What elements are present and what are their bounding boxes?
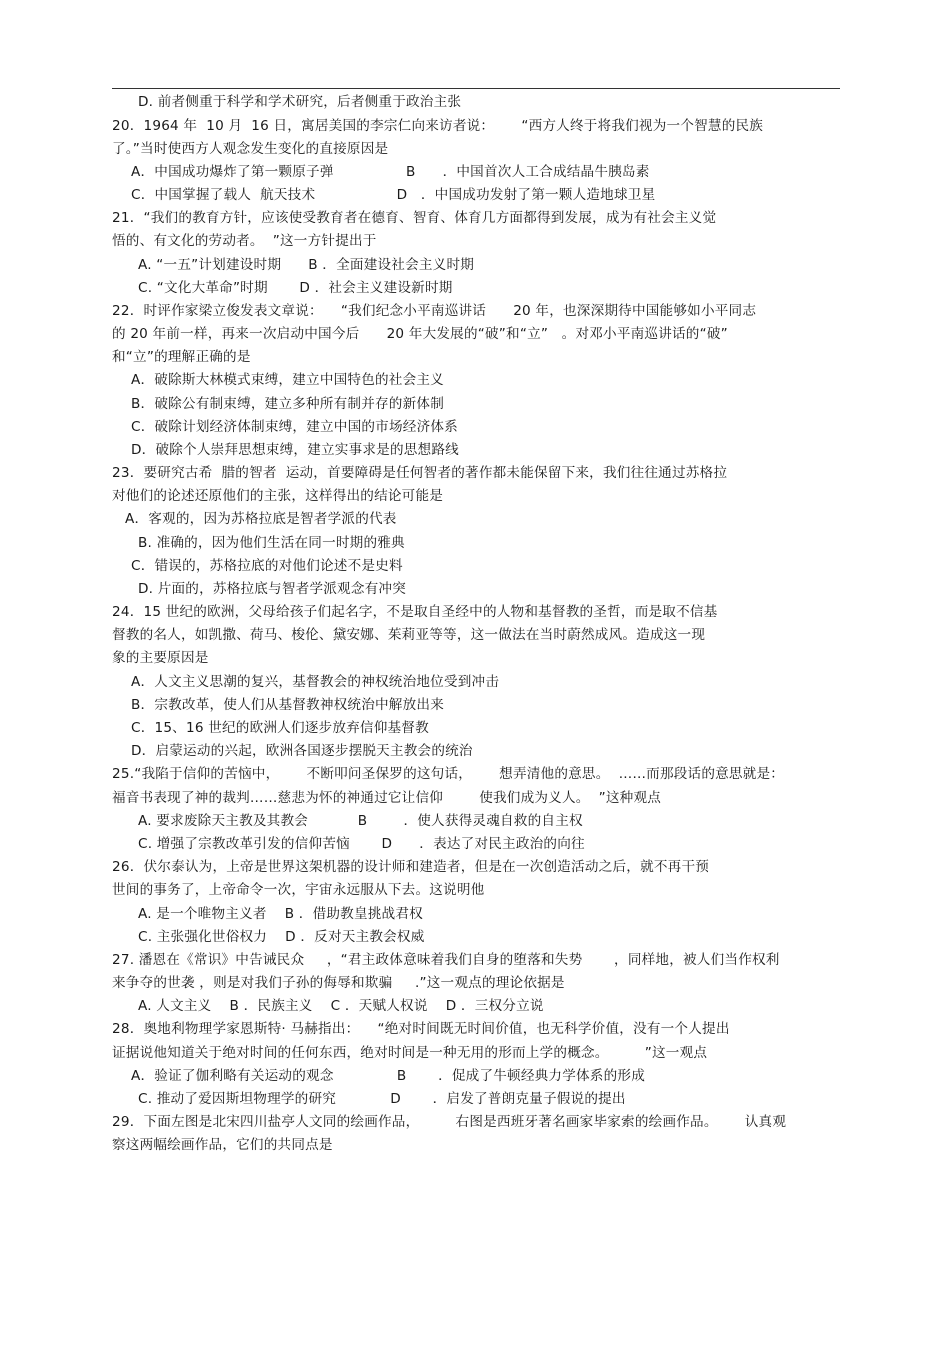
text-line: 来争夺的世袭 ，则是对我们子孙的侮辱和欺骗 .”这一观点的理论依据是 [112, 975, 565, 991]
option-line: C．15、16 世纪的欧洲人们逐步放弃信仰基督教 [131, 720, 429, 736]
option-line: B．宗教改革，使人们从基督教神权统治中解放出来 [131, 697, 444, 713]
option-line: B．破除公有制束缚，建立多种所有制并存的新体制 [131, 396, 444, 412]
text-line: 了。”当时使西方人观念发生变化的直接原因是 [112, 141, 389, 157]
option-line: D．启蒙运动的兴起，欧洲各国逐步摆脱天主教会的统治 [131, 743, 473, 759]
option-line: A．中国成功爆炸了第一颗原子弹 B ．中国首次人工合成结晶牛胰岛素 [131, 164, 650, 180]
question-27: 27. 潘恩在《常识》中告诫民众 ，“君主政体意味着我们自身的堕落和失势 ，同样地，被人们当作权利 [112, 952, 780, 968]
header-rule [112, 88, 840, 89]
text-line: 对他们的论述还原他们的主张，这样得出的结论可能是 [112, 488, 444, 504]
option-line: C. 主张强化世俗权力 D ．反对天主教会权威 [138, 929, 425, 945]
option-line: A．客观的，因为苏格拉底是智者学派的代表 [125, 511, 397, 527]
text-line: 的 20 年前一样，再来一次启动中国今后 20 年大发展的“破”和“立” 。对邓小平南巡讲话的“破” [112, 326, 728, 342]
text-line: D. 前者侧重于科学和学术研究，后者侧重于政治主张 [138, 94, 462, 110]
text-line: 督教的名人，如凯撒、荷马、梭伦、黛安娜、茱莉亚等等，这一做法在当时蔚然成风。造成这一现 [112, 627, 706, 643]
question-26: 26．伏尔泰认为，上帝是世界这架机器的设计师和建造者，但是在一次创造活动之后，就不再干预 [112, 859, 710, 875]
option-line: C. 推动了爱因斯坦物理学的研究 D ．启发了普朗克量子假说的提出 [138, 1091, 626, 1107]
text-line: 象的主要原因是 [112, 650, 209, 666]
option-line: A. “一五”计划建设时期 B ．全面建设社会主义时期 [138, 257, 475, 273]
question-20: 20．1964 年 10 月 16 日，寓居美国的李宗仁向来访者说： “西方人终于将我们视为一个智慧的民族 [112, 118, 764, 134]
question-29: 29．下面左图是北宋四川盐亭人文同的绘画作品， 右图是西班牙著名画家毕家索的绘画作品。 认真观 [112, 1114, 787, 1130]
option-line: C. “文化大革命”时期 D ．社会主义建设新时期 [138, 280, 453, 296]
option-line: B. 准确的，因为他们生活在同一时期的雅典 [138, 535, 405, 551]
option-line: A．破除斯大林模式束缚，建立中国特色的社会主义 [131, 372, 444, 388]
option-line: D．破除个人崇拜思想束缚，建立实事求是的思想路线 [131, 442, 459, 458]
option-line: A．验证了伽利略有关运动的观念 B ．促成了牛顿经典力学体系的形成 [131, 1068, 645, 1084]
text-line: 察这两幅绘画作品，它们的共同点是 [112, 1137, 333, 1153]
question-25: 25.“我陷于信仰的苦恼中， 不断叩问圣保罗的这句话， 想弄清他的意思。 ……而那段话的意思就是： [112, 766, 785, 782]
text-line: 悟的、有文化的劳动者。 ”这一方针提出于 [112, 233, 377, 249]
option-line: D. 片面的，苏格拉底与智者学派观念有冲突 [138, 581, 406, 597]
option-line: A. 人文主义 B ．民族主义 C ．天赋人权说 D ．三权分立说 [138, 998, 544, 1014]
question-23: 23．要研究古希 腊的智者 运动，首要障碍是任何智者的著作都未能保留下来，我们往往通过苏格拉 [112, 465, 728, 481]
option-line: C．中国掌握了载人 航天技术 D ．中国成功发射了第一颗人造地球卫星 [131, 187, 656, 203]
option-line: A．人文主义思潮的复兴，基督教会的神权统治地位受到冲击 [131, 674, 500, 690]
question-22: 22．时评作家梁立俊发表文章说： “我们纪念小平南巡讲话 20 年，也深深期待中国能够如小平同志 [112, 303, 757, 319]
text-line: 福音书表现了神的裁判……慈悲为怀的神通过它让信仰 使我们成为义人。 ”这种观点 [112, 790, 662, 806]
option-line: A. 要求废除天主教及其教会 B ．使人获得灵魂自救的自主权 [138, 813, 583, 829]
text-line: 和“立”的理解正确的是 [112, 349, 251, 365]
question-24: 24．15 世纪的欧洲，父母给孩子们起名字，不是取自圣经中的人物和基督教的圣哲，而是取不信基 [112, 604, 718, 620]
question-21: 21．“我们的教育方针，应该使受教育者在德育、智育、体育几方面都得到发展，成为有社会主义觉 [112, 210, 717, 226]
option-line: C．错误的，苏格拉底的对他们论述不是史料 [131, 558, 403, 574]
question-28: 28．奥地利物理学家恩斯特· 马赫指出： “绝对时间既无时间价值，也无科学价值，没有一个人提出 [112, 1021, 730, 1037]
option-line: C. 增强了宗教改革引发的信仰苦恼 D ．表达了对民主政治的向往 [138, 836, 585, 852]
text-line: 证据说他知道关于绝对时间的任何东西，绝对时间是一种无用的形而上学的概念。 ”这一观点 [112, 1045, 708, 1061]
option-line: A. 是一个唯物主义者 B ．借助教皇挑战君权 [138, 906, 423, 922]
text-line: 世间的事务了，上帝命令一次，宇宙永远服从下去。这说明他 [112, 882, 485, 898]
option-line: C．破除计划经济体制束缚，建立中国的市场经济体系 [131, 419, 458, 435]
